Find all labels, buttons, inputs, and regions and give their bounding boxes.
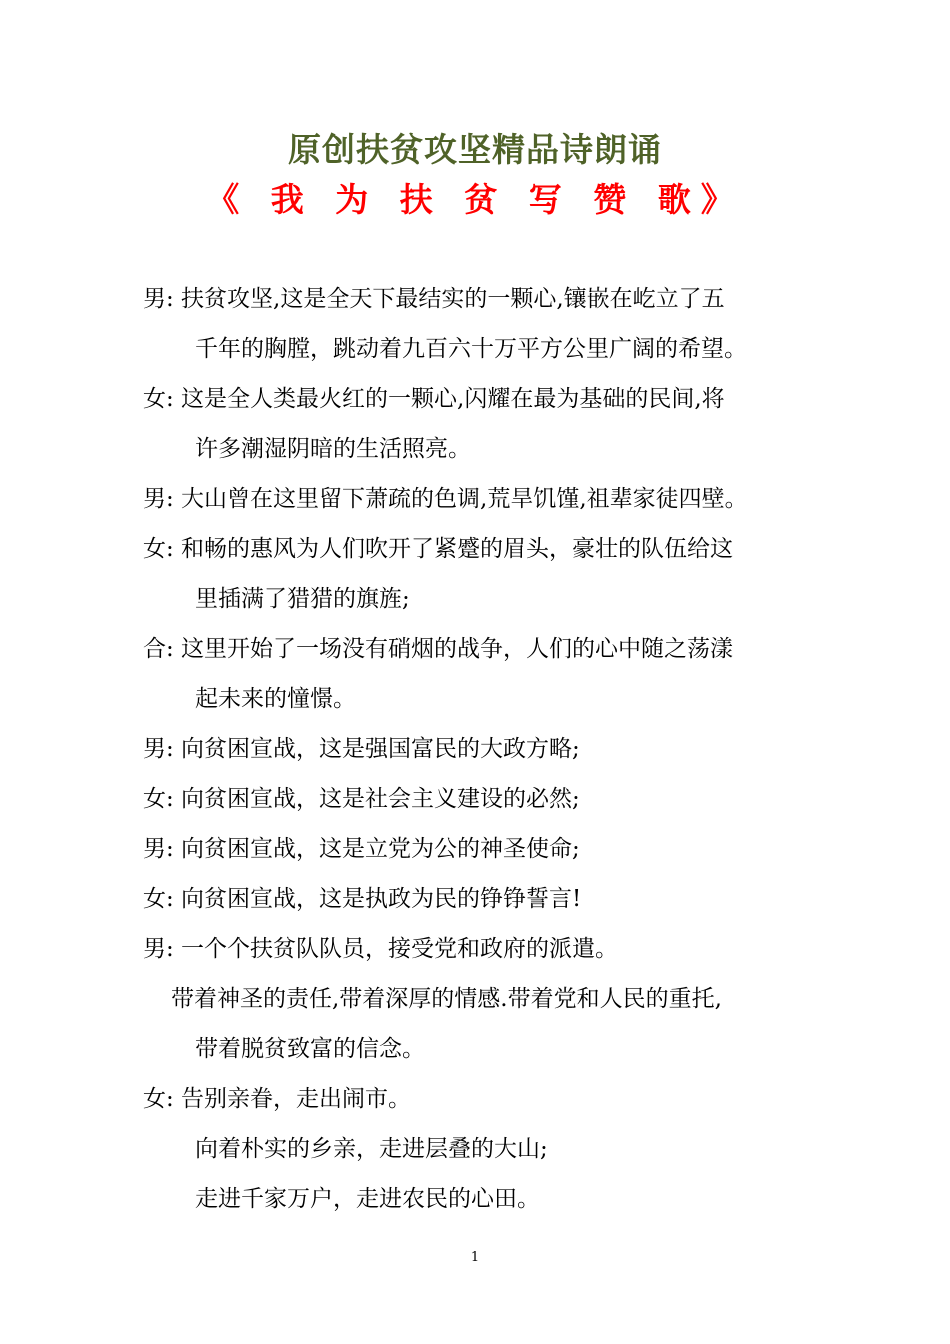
poem-line: 女: 向贫困宣战，这是社会主义建设的必然; xyxy=(143,786,580,812)
poem-line: 女: 这是全人类最火红的一颗心,闪耀在最为基础的民间,将 xyxy=(143,386,725,412)
poem-line: 里插满了猎猎的旗旌; xyxy=(195,586,410,612)
poem-line: 男: 向贫困宣战，这是强国富民的大政方略; xyxy=(143,736,580,762)
poem-line: 走进千家万户，走进农民的心田。 xyxy=(195,1186,540,1212)
document-title: 原创扶贫攻坚精品诗朗诵 xyxy=(288,130,662,169)
poem-line: 男: 一个个扶贫队队员，接受党和政府的派遣。 xyxy=(143,936,619,962)
poem-line: 向着朴实的乡亲，走进层叠的大山; xyxy=(195,1136,548,1162)
poem-line: 女: 告别亲眷，走出闹市。 xyxy=(143,1086,412,1112)
poem-line: 带着脱贫致富的信念。 xyxy=(195,1036,425,1062)
poem-line: 男: 向贫困宣战，这是立党为公的神圣使命; xyxy=(143,836,580,862)
poem-title: 《 我 为 扶 贫 写 赞 歌》 xyxy=(206,180,744,219)
page-number: 1 xyxy=(470,1250,480,1265)
poem-line: 起未来的憧憬。 xyxy=(195,686,356,712)
poem-line: 男: 扶贫攻坚,这是全天下最结实的一颗心,镶嵌在屹立了五 xyxy=(143,286,725,312)
poem-line: 男: 大山曾在这里留下萧疏的色调,荒旱饥馑,祖辈家徒四壁。 xyxy=(143,486,748,512)
poem-line: 女: 向贫困宣战，这是执政为民的铮铮誓言! xyxy=(143,886,582,912)
poem-line: 许多潮湿阴暗的生活照亮。 xyxy=(195,436,471,462)
poem-line: 女: 和畅的惠风为人们吹开了紧蹙的眉头，豪壮的队伍给这 xyxy=(143,536,734,562)
poem-line: 合: 这里开始了一场没有硝烟的战争，人们的心中随之荡漾 xyxy=(143,636,734,662)
poem-line: 千年的胸膛，跳动着九百六十万平方公里广阔的希望。 xyxy=(195,336,747,362)
poem-line: 带着神圣的责任,带着深厚的情感.带着党和人民的重托, xyxy=(171,986,722,1012)
